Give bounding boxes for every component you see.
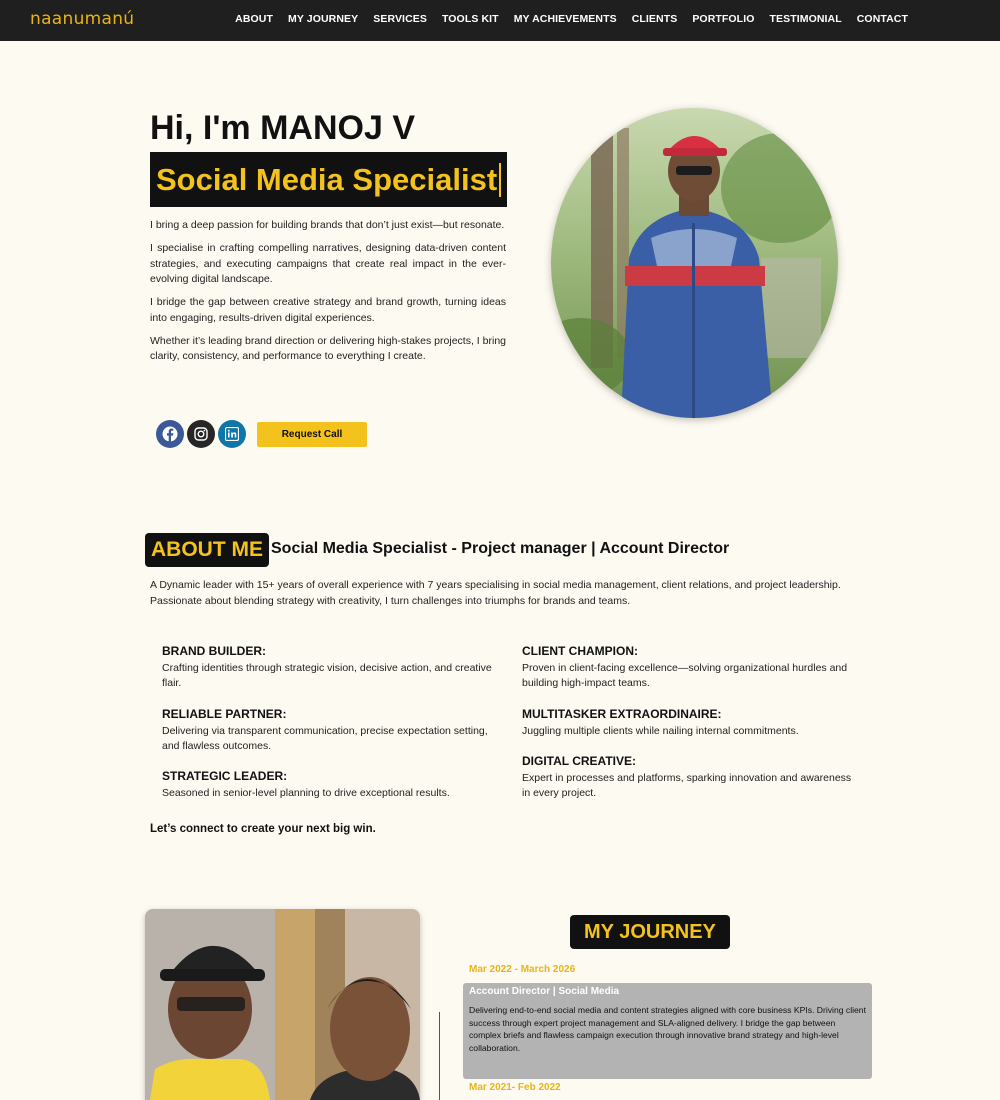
- request-call-button[interactable]: Request Call: [257, 422, 367, 447]
- about-me-badge: [145, 533, 269, 567]
- journey-description: Delivering end-to-end social media and content strategies aligned with core business KPIs. Driving client success through expert project management and SLA-aligned delivery. I bridge the gap between complex briefs and flawless campaign execution through innovative brand strategy and high-level collaboration.: [469, 1005, 866, 1053]
- journey-card: [463, 983, 872, 1079]
- top-navbar: [0, 0, 1000, 41]
- timeline-line: [439, 1012, 440, 1100]
- trait-title: STRATEGIC LEADER:: [162, 769, 288, 783]
- journey-role: Account Director | Social Media: [469, 986, 620, 997]
- nav-item-tools-kit[interactable]: TOOLS KIT: [441, 13, 499, 25]
- trait-text: Expert in processes and platforms, sparking innovation and awareness in every project.: [522, 772, 852, 799]
- nav-item-my-journey[interactable]: MY JOURNEY: [288, 13, 359, 25]
- nav-item-contact[interactable]: CONTACT: [856, 13, 908, 25]
- about-me-badge-label: ABOUT ME: [151, 538, 263, 561]
- trait-text: Juggling multiple clients while nailing internal commitments.: [522, 725, 799, 737]
- nav-menu: [235, 13, 908, 25]
- profile-photo: [551, 108, 838, 418]
- connect-callout: Let’s connect to create your next big win.: [150, 823, 376, 835]
- trait-text: Seasoned in senior-level planning to drive exceptional results.: [162, 787, 450, 799]
- nav-item-my-achievements[interactable]: MY ACHIEVEMENTS: [513, 13, 617, 25]
- hero-paragraph: I specialise in crafting compelling narratives, designing data-driven content strategies, and executing campaigns that create real impact in the ever-evolving digital landscape.: [150, 242, 506, 285]
- about-description: A Dynamic leader with 15+ years of overall experience with 7 years specialising in social media management, client relations, and project leadership. Passionate about blending strategy with creativity, I turn challenges into triumphs for brands and teams.: [150, 579, 841, 607]
- nav-item-about[interactable]: ABOUT: [235, 13, 273, 25]
- trait-reliable-partner: [162, 707, 502, 754]
- nav-item-testimonial[interactable]: TESTIMONIAL: [769, 13, 842, 25]
- hero-paragraph: Whether it’s leading brand direction or delivering high-stakes projects, I bring clarity, consistency, and performance to everything I create.: [150, 334, 506, 362]
- hero-paragraph: I bridge the gap between creative strategy and brand growth, turning ideas into engaging, results-driven digital experiences.: [150, 296, 506, 324]
- hero-greeting: Hi, I'm MANOJ V: [150, 109, 416, 147]
- journey-date: Mar 2022 - March 2026: [469, 964, 576, 975]
- hero-paragraph: I bring a deep passion for building brands that don’t just exist—but resonate.: [150, 219, 505, 231]
- trait-title: BRAND BUILDER:: [162, 644, 266, 658]
- trait-text: Crafting identities through strategic vision, decisive action, and creative flair.: [162, 662, 492, 689]
- linkedin-icon[interactable]: [218, 420, 246, 448]
- about-subtitle: Social Media Specialist - Project manager | Account Director: [271, 540, 730, 557]
- hero-intro: [150, 218, 506, 372]
- site-logo[interactable]: naanumanú: [30, 9, 135, 29]
- trait-title: CLIENT CHAMPION:: [522, 644, 638, 658]
- trait-title: MULTITASKER EXTRAORDINAIRE:: [522, 707, 722, 721]
- trait-client-champion: [522, 644, 862, 691]
- my-journey-badge-label: MY JOURNEY: [584, 920, 716, 943]
- trait-strategic-leader: [162, 769, 502, 801]
- nav-item-portfolio[interactable]: PORTFOLIO: [692, 13, 755, 25]
- journey-photo: [145, 909, 420, 1100]
- hero-role-highlight: [150, 152, 507, 207]
- trait-brand-builder: [162, 644, 502, 691]
- journey-date: Mar 2021- Feb 2022: [469, 1082, 561, 1093]
- trait-text: Proven in client-facing excellence—solving organizational hurdles and building high-impact teams.: [522, 662, 848, 689]
- trait-multitasker: [522, 707, 862, 739]
- trait-text: Delivering via transparent communication, precise expectation setting, and flawless outcomes.: [162, 725, 488, 752]
- hero-role-text: Social Media Specialist: [156, 161, 498, 197]
- instagram-icon[interactable]: [187, 420, 215, 448]
- typing-caret: [499, 163, 501, 197]
- trait-title: DIGITAL CREATIVE:: [522, 754, 636, 768]
- trait-title: RELIABLE PARTNER:: [162, 707, 287, 721]
- nav-item-services[interactable]: SERVICES: [373, 13, 427, 25]
- social-links: [156, 420, 246, 448]
- nav-item-clients[interactable]: CLIENTS: [631, 13, 678, 25]
- my-journey-badge: [570, 915, 730, 949]
- facebook-icon[interactable]: [156, 420, 184, 448]
- trait-digital-creative: [522, 754, 862, 801]
